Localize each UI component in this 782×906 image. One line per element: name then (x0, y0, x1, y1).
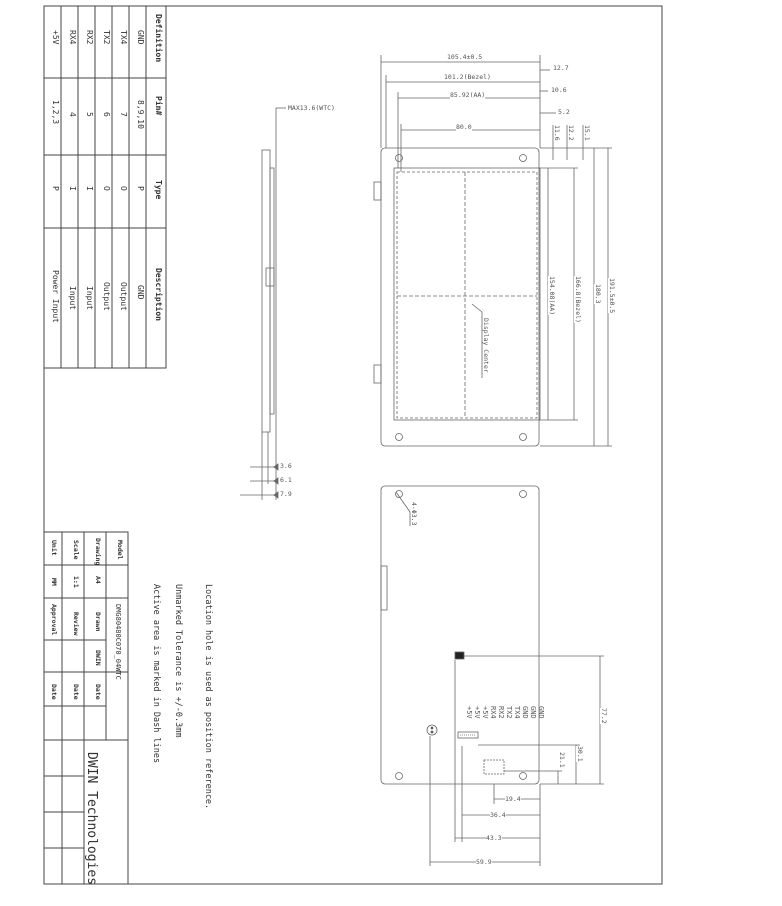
front-vertical-dim: 166.8(Bezel) (574, 276, 582, 323)
title-date-label-3: Date (50, 684, 58, 700)
front-vertical-dim: 154.08(AA) (548, 276, 556, 316)
note-tolerance: Unmarked Tolerance is +/-0.3mm (173, 584, 183, 738)
pin-row-pin: 6 (102, 112, 111, 117)
back-bottom-dim: 59.9 (476, 858, 492, 866)
side-dim: 3.6 (280, 462, 292, 470)
title-approval-label: Approval (50, 604, 58, 636)
pin-row-definition: RX4 (68, 30, 77, 45)
back-right-dim: 21.1 (558, 752, 566, 768)
pin-table-header-description: Description (154, 268, 163, 321)
note-active-area: Active area is marked in Dash lines (151, 584, 161, 764)
side-dim: 7.9 (280, 490, 292, 498)
front-right-dim: 12.2 (567, 125, 575, 141)
side-max-label: MAX13.6(WTC) (288, 104, 335, 112)
back-bottom-dim: 36.4 (490, 811, 506, 819)
back-view (381, 486, 604, 866)
pin-table-header-definition: Definition (154, 14, 163, 63)
pin-row-description: Output (119, 282, 128, 311)
title-date-label: Date (94, 684, 102, 700)
pin-row-definition: TX4 (119, 30, 128, 45)
front-top-dim: 101.2(Bezel) (444, 73, 491, 81)
pin-row-type: O (102, 186, 111, 191)
title-drawing-label: Drawing (94, 538, 102, 566)
connector-pin-label: +5V (481, 706, 489, 719)
title-scale-label: Scale (72, 540, 80, 560)
title-drawing-value: A4 (94, 576, 102, 584)
pin-row-type: I (85, 186, 94, 191)
pin-row-definition: TX2 (102, 30, 111, 45)
pin-row-type: I (68, 186, 77, 191)
front-right-dim: 10.6 (551, 86, 567, 94)
pin-row-pin: 8,9,10 (136, 100, 145, 129)
connector-pin-label: GND (529, 706, 537, 719)
connector-pin-label: TX2 (505, 706, 513, 719)
front-right-dim: 15.1 (583, 125, 591, 141)
pin-row-description: GND (136, 285, 145, 300)
pin-table-header-type: Type (154, 180, 163, 200)
pin-table-header-pin: Pin# (154, 96, 163, 116)
pin-row-description: Power Input (51, 270, 60, 323)
front-vertical-dim: 191.5±0.5 (608, 278, 616, 314)
side-dim: 6.1 (280, 476, 292, 484)
title-unit-value: MM (50, 578, 58, 586)
pin-row-description: Input (68, 286, 77, 311)
pin-row-description: Output (102, 282, 111, 311)
connector-pin-label: GND (537, 706, 545, 719)
hole-label: 4-Φ3.3 (410, 502, 418, 526)
front-right-dim: 5.2 (558, 108, 570, 116)
front-vertical-dim: 180.3 (594, 284, 602, 304)
side-view (240, 108, 286, 500)
company-name: DWIN Technologies (84, 752, 99, 886)
pin-row-pin: 4 (68, 112, 77, 117)
pin-row-pin: 5 (85, 112, 94, 117)
front-view (374, 55, 612, 446)
connector-pin-label: GND (521, 706, 529, 719)
back-bottom-dim: 19.4 (505, 795, 521, 803)
back-right-dim: 30.1 (576, 746, 584, 762)
pin-row-description: Input (85, 286, 94, 311)
title-scale-value: 1:1 (72, 576, 80, 588)
front-top-dim: 85.92(AA) (450, 91, 486, 99)
connector-pin-label: +5V (465, 706, 473, 719)
connector-pin-label: +5V (473, 706, 481, 719)
pin-row-type: P (51, 186, 60, 191)
front-top-dim: 80.0 (456, 123, 472, 131)
pin-row-pin: 1,2,3 (51, 100, 60, 125)
back-right-dim: 77.2 (600, 708, 608, 724)
pin-row-type: O (119, 186, 128, 191)
title-drawn-label: Drawn (94, 612, 102, 632)
connector-pin-label: RX4 (489, 706, 497, 719)
title-model-label: Model (116, 540, 124, 560)
back-bottom-dim: 43.3 (486, 834, 502, 842)
title-review-label: Review (72, 612, 80, 636)
display-center-label: Display Center (482, 318, 490, 373)
title-model-value: DMG80480C070_04WTC (114, 604, 122, 680)
pin-row-pin: 7 (119, 112, 128, 117)
connector-pin-label: RX2 (497, 706, 505, 719)
pin-row-definition: RX2 (85, 30, 94, 45)
pin-row-definition: GND (136, 30, 145, 45)
pin-row-type: P (136, 186, 145, 191)
title-unit-label: Unit (50, 540, 58, 556)
title-drawn-value: DWIN (94, 650, 102, 666)
title-date-label-2: Date (72, 684, 80, 700)
connector-pin-label: TX4 (513, 706, 521, 719)
front-right-dim: 12.7 (553, 64, 569, 72)
pin-row-definition: +5V (51, 30, 60, 45)
front-top-dim: 105.4±0.5 (447, 53, 483, 61)
note-location-hole: Location hole is used as position reference. (203, 584, 213, 810)
front-right-dim: 11.6 (553, 125, 561, 141)
